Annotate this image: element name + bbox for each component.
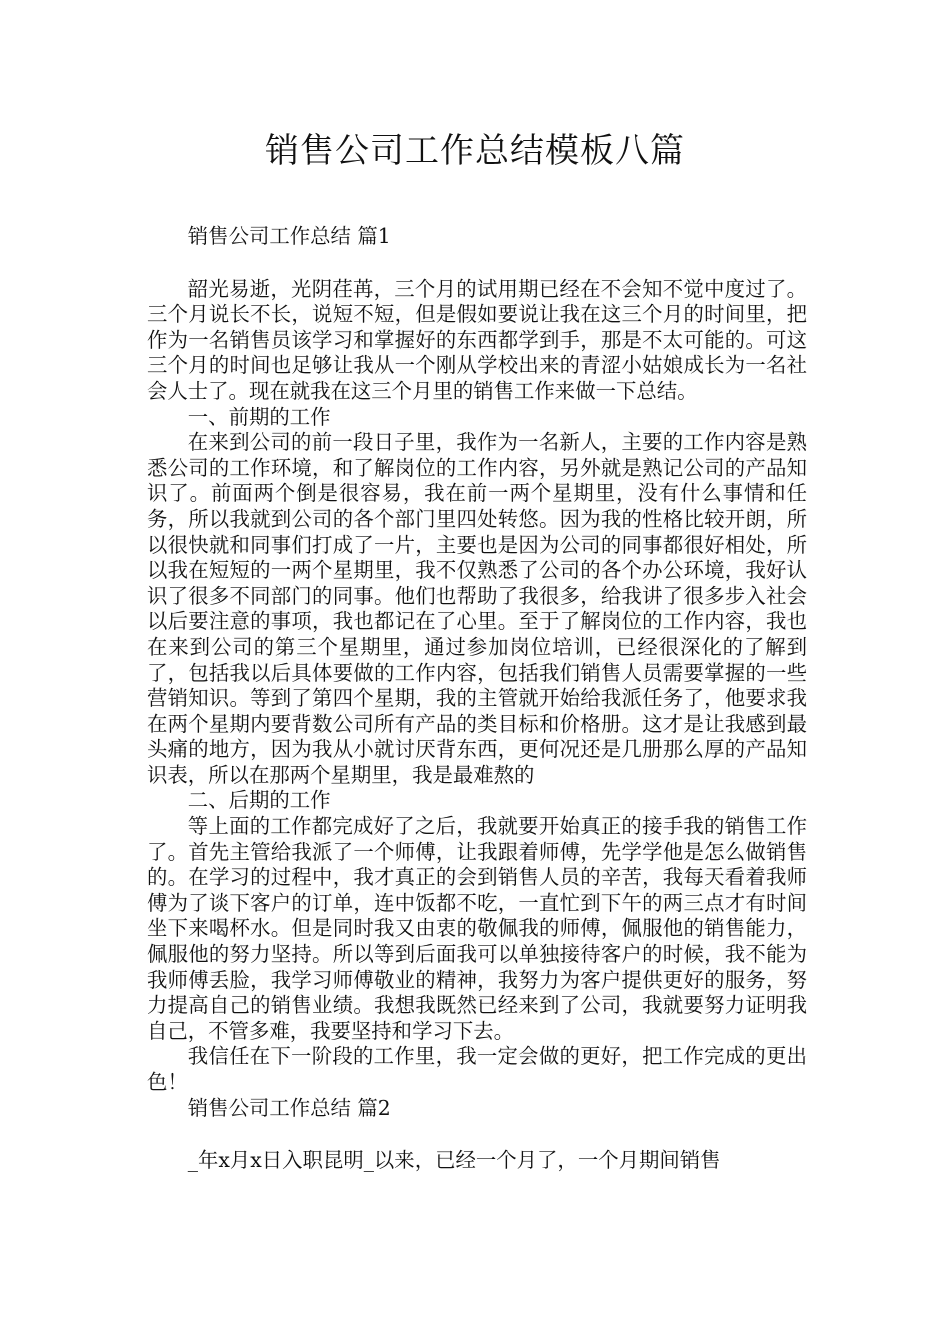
paragraph-intro: 韶光易逝，光阴荏苒，三个月的试用期已经在不会知不觉中度过了。三个月说长不长，说短不短，但是假如要说让我在这三个月的时间里，把作为一名销售员该学习和掌握好的东西都学到手，那是不太可能的。可这三个月的时间也足够让我从一个刚从学校出来的青涩小姑娘成长为一名社会人士了。现在就我在这三个月里的销售工作来做一下总结。 — [147, 276, 807, 403]
paragraph-section2-start: _年x月x日入职昆明_以来，已经一个月了，一个月期间销售 — [187, 1148, 721, 1173]
paragraph-early-work: 在来到公司的前一段日子里，我作为一名新人，主要的工作内容是熟悉公司的工作环境，和了解岗位的工作内容，另外就是熟记公司的产品知识了。前面两个倒是很容易，我在前一两个星期里，没有什么事情和任务，所以我就到公司的各个部门里四处转悠。因为我的性格比较开朗，所以很快就和同事们打成了一片，主要也是因为公司的同事都很好相处，所以我在短短的一两个星期里，我不仅熟悉了公司的各个办公环境，我好认识了很多不同部门的同事。他们也帮助了我很多，给我讲了很多步入社会以后要注意的事项，我也都记在了心里。至于了解岗位的工作内容，我也在来到公司的第三个星期里，通过参加岗位培训，已经很深化的了解到了，包括我以后具体要做的工作内容，包括我们销售人员需要掌握的一些营销知识。等到了第四个星期，我的主管就开始给我派任务了，他要求我在两个星期内要背数公司所有产品的类目标和价格册。这才是让我感到最头痛的地方，因为我从小就讨厌背东西，更何况还是几册那么厚的产品知识表，所以在那两个星期里，我是最难熬的 — [147, 430, 807, 787]
paragraph-later-work: 等上面的工作都完成好了之后，我就要开始真正的接手我的销售工作了。首先主管给我派了一个师傅，让我跟着师傅，先学学他是怎么做销售的。在学习的过程中，我才真正的会到销售人员的辛苦，我每天看着我师傅为了谈下客户的订单，连中饭都不吃，一直忙到下午的两三点才有时间坐下来喝杯水。但是同时我又由衷的敬佩我的师傅，佩服他的销售能力，佩服他的努力坚持。所以等到后面我可以单独接待客户的时候，我不能为我师傅丢脸，我学习师傅敬业的精神，我努力为客户提供更好的服务，努力提高自己的销售业绩。我想我既然已经来到了公司，我就要努力证明我自己，不管多难，我要坚持和学习下去。 — [147, 814, 807, 1043]
subheading-later-work: 二、后期的工作 — [187, 788, 331, 813]
paragraph-conclusion: 我信任在下一阶段的工作里，我一定会做的更好，把工作完成的更出色！ — [147, 1044, 807, 1094]
document-title: 销售公司工作总结模板八篇 — [265, 131, 685, 171]
section-heading-1: 销售公司工作总结 篇1 — [187, 224, 391, 248]
subheading-early-work: 一、前期的工作 — [187, 404, 331, 429]
document-body — [147, 224, 807, 1174]
section-heading-2: 销售公司工作总结 篇2 — [187, 1095, 391, 1120]
